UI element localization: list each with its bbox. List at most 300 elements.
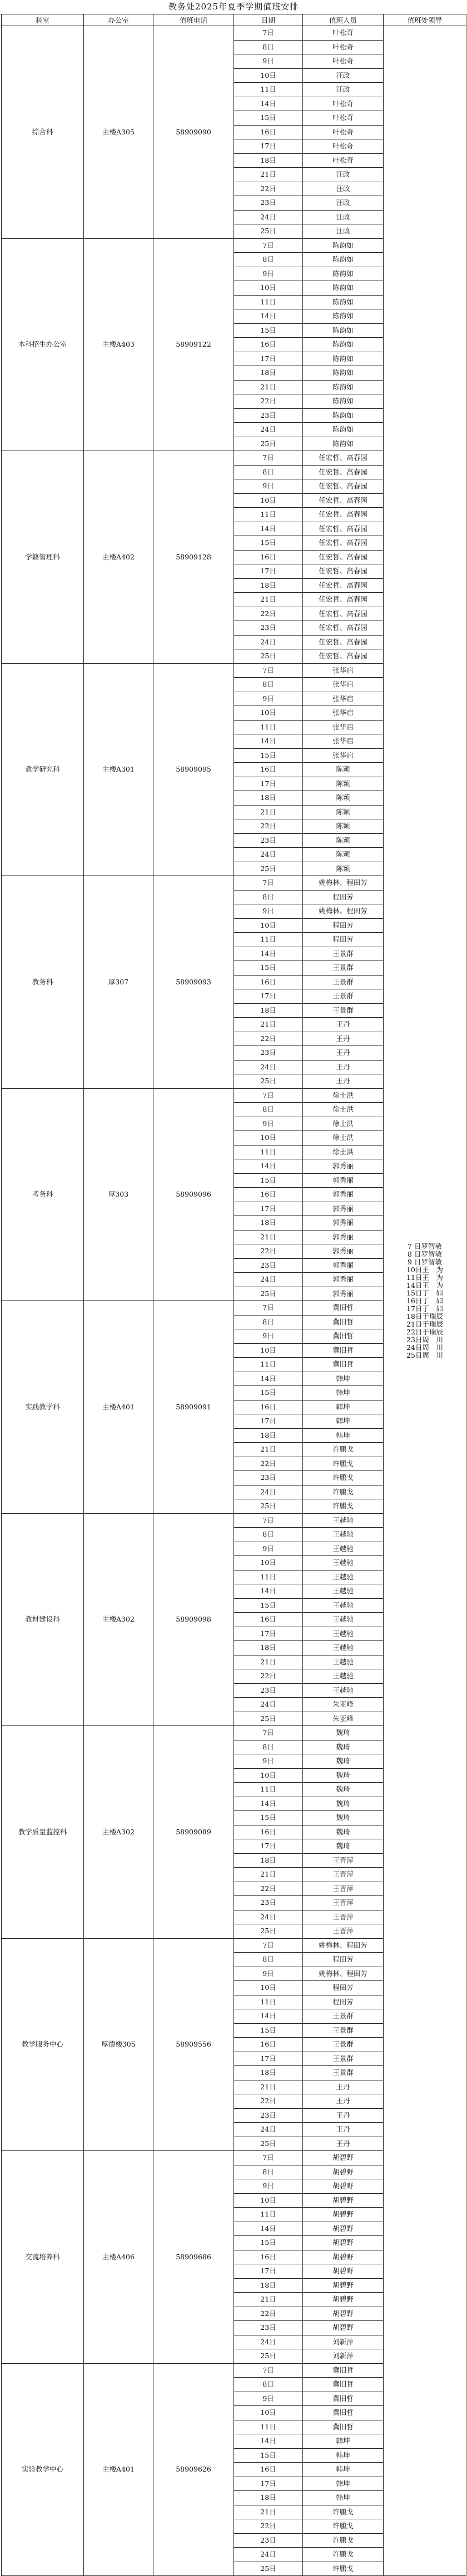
duty-date: 15日 — [234, 1386, 303, 1400]
duty-date: 25日 — [234, 1287, 303, 1301]
leader-entry: 7 日罗智敏 — [408, 1242, 442, 1251]
duty-staff: 汪政 — [303, 224, 384, 239]
header-department: 科室 — [2, 14, 84, 26]
header-row — [2, 14, 466, 26]
duty-staff: 胡碧野 — [303, 2264, 384, 2279]
duty-date: 23日 — [234, 2533, 303, 2548]
duty-date: 15日 — [234, 2023, 303, 2038]
duty-date: 17日 — [234, 1839, 303, 1854]
duty-date: 23日 — [234, 1896, 303, 1910]
duty-date: 8日 — [234, 465, 303, 479]
duty-date: 22日 — [234, 2307, 303, 2321]
duty-staff: 郭秀丽 — [303, 1188, 384, 1202]
duty-staff: 陈韵如 — [303, 253, 384, 267]
duty-date: 11日 — [234, 508, 303, 522]
duty-date: 22日 — [234, 1244, 303, 1259]
duty-staff: 王丹 — [303, 1074, 384, 1089]
department-name: 教务科 — [2, 876, 84, 1089]
duty-date: 25日 — [234, 2562, 303, 2576]
duty-staff: 王丹 — [303, 2137, 384, 2151]
duty-date: 15日 — [234, 961, 303, 976]
duty-staff: 王越驰 — [303, 1613, 384, 1627]
duty-staff: 程田芳 — [303, 933, 384, 947]
duty-staff: 许鹏戈 — [303, 2548, 384, 2562]
office-room: 厚307 — [84, 876, 153, 1089]
duty-staff: 任宏哲、高春园 — [303, 578, 384, 593]
duty-staff: 郭秀丽 — [303, 1202, 384, 1216]
duty-date: 8日 — [234, 40, 303, 54]
duty-date: 15日 — [234, 1811, 303, 1825]
duty-date: 16日 — [234, 1400, 303, 1414]
duty-staff: 叶松奇 — [303, 40, 384, 54]
duty-date: 17日 — [234, 2264, 303, 2279]
duty-date: 16日 — [234, 1188, 303, 1202]
department-name: 综合科 — [2, 26, 84, 239]
department-name: 实验教学中心 — [2, 2363, 84, 2576]
duty-date: 9日 — [234, 2392, 303, 2406]
duty-date: 18日 — [234, 1853, 303, 1868]
duty-staff: 韩坤 — [303, 1428, 384, 1443]
duty-staff: 徐士洪 — [303, 1131, 384, 1146]
duty-phone: 58909098 — [153, 1513, 234, 1726]
leader-entry: 14日王 为 — [406, 1281, 443, 1289]
duty-staff: 陈韵如 — [303, 338, 384, 352]
duty-date: 24日 — [234, 635, 303, 649]
duty-date: 8日 — [234, 1953, 303, 1967]
duty-date: 14日 — [234, 2222, 303, 2236]
duty-staff: 郭秀丽 — [303, 1287, 384, 1301]
duty-date: 7日 — [234, 1938, 303, 1953]
duty-staff: 陈韵如 — [303, 267, 384, 281]
duty-date: 24日 — [234, 1060, 303, 1074]
duty-staff: 陈颖 — [303, 763, 384, 777]
duty-phone: 58909090 — [153, 26, 234, 239]
leader-entry: 25日周 川 — [406, 1350, 443, 1359]
duty-date: 21日 — [234, 380, 303, 394]
table-row — [2, 26, 466, 41]
duty-staff: 郭秀丽 — [303, 1230, 384, 1244]
duty-date: 10日 — [234, 1768, 303, 1783]
duty-date: 18日 — [234, 1216, 303, 1231]
duty-staff: 郭秀丽 — [303, 1216, 384, 1231]
duty-date: 22日 — [234, 819, 303, 834]
duty-phone: 58909122 — [153, 238, 234, 451]
department-name: 交流培养科 — [2, 2151, 84, 2364]
duty-staff: 韩坤 — [303, 2448, 384, 2463]
duty-staff: 姚梅林、程田芳 — [303, 876, 384, 891]
duty-staff: 陈韵如 — [303, 380, 384, 394]
duty-staff: 冀旧哲 — [303, 1301, 384, 1315]
duty-staff: 韩坤 — [303, 2477, 384, 2491]
duty-date: 22日 — [234, 182, 303, 196]
duty-date: 18日 — [234, 791, 303, 806]
duty-staff: 王晋萍 — [303, 1910, 384, 1924]
duty-date: 25日 — [234, 437, 303, 451]
duty-date: 9日 — [234, 904, 303, 919]
duty-date: 10日 — [234, 68, 303, 83]
duty-staff: 任宏哲、高春园 — [303, 550, 384, 564]
duty-staff: 徐士洪 — [303, 1145, 384, 1159]
duty-date: 15日 — [234, 1173, 303, 1188]
duty-staff: 许鹏戈 — [303, 2505, 384, 2519]
duty-phone: 58909556 — [153, 1938, 234, 2151]
duty-staff: 程田芳 — [303, 1953, 384, 1967]
duty-staff: 郭秀丽 — [303, 1173, 384, 1188]
duty-staff: 陈韵如 — [303, 423, 384, 437]
leader-entry: 23日周 川 — [406, 1335, 443, 1344]
duty-date: 15日 — [234, 2236, 303, 2250]
duty-date: 7日 — [234, 876, 303, 891]
duty-date: 22日 — [234, 2094, 303, 2109]
duty-date: 21日 — [234, 1230, 303, 1244]
duty-date: 24日 — [234, 1698, 303, 1712]
leader-entry: 22日于瑞辰 — [406, 1327, 443, 1336]
duty-date: 7日 — [234, 663, 303, 678]
duty-date: 25日 — [234, 1924, 303, 1939]
duty-staff: 徐士洪 — [303, 1088, 384, 1103]
duty-staff: 任宏哲、高春园 — [303, 621, 384, 636]
duty-staff: 陈韵如 — [303, 295, 384, 309]
duty-date: 9日 — [234, 1967, 303, 1981]
duty-staff: 张华启 — [303, 678, 384, 692]
duty-date: 18日 — [234, 2278, 303, 2293]
duty-staff: 徐士洪 — [303, 1117, 384, 1131]
duty-staff: 王越驰 — [303, 1584, 384, 1599]
duty-staff: 程田芳 — [303, 918, 384, 933]
duty-staff: 冀旧哲 — [303, 2363, 384, 2378]
duty-date: 23日 — [234, 408, 303, 423]
duty-phone: 58909089 — [153, 1726, 234, 1939]
duty-date: 25日 — [234, 224, 303, 239]
office-room: 主楼A302 — [84, 1726, 153, 1939]
duty-date: 11日 — [234, 1570, 303, 1584]
duty-staff: 王景群 — [303, 2052, 384, 2066]
duty-date: 9日 — [234, 54, 303, 69]
duty-date: 7日 — [234, 2363, 303, 2378]
duty-date: 7日 — [234, 238, 303, 253]
duty-date: 10日 — [234, 1343, 303, 1358]
duty-date: 21日 — [234, 168, 303, 182]
duty-date: 25日 — [234, 1712, 303, 1726]
duty-date: 17日 — [234, 139, 303, 154]
office-room: 主楼A401 — [84, 1301, 153, 1514]
duty-staff: 王景群 — [303, 2023, 384, 2038]
duty-date: 24日 — [234, 423, 303, 437]
duty-staff: 王越驰 — [303, 1598, 384, 1613]
header-staff: 值班人员 — [303, 14, 384, 26]
duty-staff: 汪政 — [303, 210, 384, 224]
duty-staff: 王越驰 — [303, 1528, 384, 1542]
leader-entry: 11日王 为 — [406, 1273, 443, 1282]
duty-date: 22日 — [234, 394, 303, 409]
duty-staff: 王景群 — [303, 975, 384, 989]
office-room: 主楼A406 — [84, 2151, 153, 2364]
duty-staff: 朱亚峰 — [303, 1698, 384, 1712]
duty-staff: 胡碧野 — [303, 2208, 384, 2222]
duty-date: 18日 — [234, 578, 303, 593]
duty-date: 11日 — [234, 83, 303, 97]
duty-staff: 任宏哲、高春园 — [303, 607, 384, 621]
duty-staff: 陈韵如 — [303, 309, 384, 324]
duty-date: 21日 — [234, 2505, 303, 2519]
duty-staff: 陈颖 — [303, 777, 384, 791]
duty-staff: 张华启 — [303, 692, 384, 706]
duty-date: 11日 — [234, 1995, 303, 2009]
duty-date: 7日 — [234, 1301, 303, 1315]
duty-staff: 王丹 — [303, 2094, 384, 2109]
duty-staff: 汪政 — [303, 182, 384, 196]
duty-staff: 韩坤 — [303, 2491, 384, 2505]
duty-date: 15日 — [234, 536, 303, 551]
duty-date: 24日 — [234, 1910, 303, 1924]
duty-staff: 张华启 — [303, 748, 384, 763]
duty-date: 16日 — [234, 1613, 303, 1627]
duty-date: 14日 — [234, 1797, 303, 1811]
duty-date: 8日 — [234, 1315, 303, 1329]
duty-staff: 冀旧哲 — [303, 1343, 384, 1358]
duty-staff: 叶松奇 — [303, 54, 384, 69]
duty-date: 17日 — [234, 2477, 303, 2491]
duty-staff: 陈韵如 — [303, 394, 384, 409]
duty-date: 25日 — [234, 862, 303, 876]
duty-date: 14日 — [234, 97, 303, 111]
duty-date: 14日 — [234, 309, 303, 324]
duty-date: 18日 — [234, 2491, 303, 2505]
duty-schedule-table — [1, 14, 466, 2576]
duty-date: 9日 — [234, 1754, 303, 1769]
duty-date: 23日 — [234, 1471, 303, 1485]
duty-staff: 郭秀丽 — [303, 1244, 384, 1259]
duty-staff: 魏琦 — [303, 1811, 384, 1825]
duty-staff: 叶松奇 — [303, 111, 384, 126]
duty-phone: 58909095 — [153, 663, 234, 876]
duty-date: 15日 — [234, 1598, 303, 1613]
duty-staff: 胡碧野 — [303, 2307, 384, 2321]
duty-date: 16日 — [234, 2250, 303, 2264]
office-room: 主楼A403 — [84, 238, 153, 451]
duty-date: 15日 — [234, 323, 303, 338]
duty-date: 17日 — [234, 777, 303, 791]
duty-date: 16日 — [234, 1825, 303, 1839]
duty-date: 16日 — [234, 2038, 303, 2052]
duty-staff: 韩坤 — [303, 1372, 384, 1386]
office-room: 主楼A301 — [84, 663, 153, 876]
duty-staff: 刘新萍 — [303, 2335, 384, 2349]
duty-date: 7日 — [234, 1513, 303, 1528]
leader-entry: 18日于瑞辰 — [406, 1312, 443, 1320]
duty-staff: 王越驰 — [303, 1683, 384, 1698]
duty-date: 17日 — [234, 1414, 303, 1429]
duty-staff: 王景群 — [303, 989, 384, 1004]
duty-date: 11日 — [234, 1145, 303, 1159]
duty-staff: 陈韵如 — [303, 238, 384, 253]
duty-staff: 任宏哲、高春园 — [303, 479, 384, 494]
duty-staff: 胡碧野 — [303, 2250, 384, 2264]
duty-staff: 任宏哲、高春园 — [303, 635, 384, 649]
duty-staff: 冀旧哲 — [303, 1358, 384, 1372]
office-room: 厚303 — [84, 1088, 153, 1301]
duty-staff: 冀旧哲 — [303, 1315, 384, 1329]
duty-staff: 魏琦 — [303, 1825, 384, 1839]
duty-date: 21日 — [234, 1655, 303, 1669]
duty-staff: 任宏哲、高春园 — [303, 451, 384, 466]
duty-date: 7日 — [234, 1726, 303, 1740]
duty-date: 23日 — [234, 1046, 303, 1061]
leader-entry: 10日王 为 — [406, 1265, 443, 1274]
duty-date: 11日 — [234, 720, 303, 734]
duty-date: 22日 — [234, 1669, 303, 1684]
leader-entry: 16日丁 如 — [406, 1296, 443, 1305]
duty-date: 8日 — [234, 678, 303, 692]
duty-date: 8日 — [234, 253, 303, 267]
leader-entry: 24日周 川 — [406, 1343, 443, 1352]
duty-staff: 魏琦 — [303, 1797, 384, 1811]
department-name: 学籍管理科 — [2, 451, 84, 664]
leader-column — [384, 26, 466, 2576]
duty-date: 14日 — [234, 947, 303, 961]
duty-date: 25日 — [234, 1074, 303, 1089]
duty-staff: 陈颖 — [303, 862, 384, 876]
duty-staff: 许鹏戈 — [303, 2519, 384, 2534]
duty-date: 16日 — [234, 975, 303, 989]
department-name: 教学研究科 — [2, 663, 84, 876]
duty-date: 10日 — [234, 1131, 303, 1146]
duty-phone: 58909091 — [153, 1301, 234, 1514]
duty-staff: 叶松奇 — [303, 153, 384, 168]
duty-date: 14日 — [234, 2434, 303, 2449]
office-room: 主楼A401 — [84, 2363, 153, 2576]
duty-date: 7日 — [234, 451, 303, 466]
office-room: 主楼A302 — [84, 1513, 153, 1726]
duty-staff: 王越驰 — [303, 1655, 384, 1669]
duty-staff: 汪政 — [303, 68, 384, 83]
duty-staff: 许鹏戈 — [303, 1457, 384, 1471]
duty-staff: 王丹 — [303, 2108, 384, 2123]
duty-date: 10日 — [234, 918, 303, 933]
leader-entry: 21日于瑞辰 — [406, 1319, 443, 1328]
duty-phone: 58909626 — [153, 2363, 234, 2576]
duty-staff: 王丹 — [303, 1018, 384, 1032]
duty-staff: 王丹 — [303, 1032, 384, 1046]
duty-staff: 韩坤 — [303, 1414, 384, 1429]
duty-date: 10日 — [234, 706, 303, 721]
duty-date: 23日 — [234, 2108, 303, 2123]
duty-staff: 陈韵如 — [303, 323, 384, 338]
duty-staff: 汪政 — [303, 168, 384, 182]
duty-date: 18日 — [234, 153, 303, 168]
duty-staff: 程田芳 — [303, 1981, 384, 1995]
duty-staff: 任宏哲、高春园 — [303, 593, 384, 607]
duty-staff: 王晋萍 — [303, 1882, 384, 1896]
duty-date: 16日 — [234, 763, 303, 777]
duty-staff: 许鹏戈 — [303, 2562, 384, 2576]
duty-date: 11日 — [234, 1358, 303, 1372]
duty-date: 22日 — [234, 1457, 303, 1471]
duty-staff: 任宏哲、高春园 — [303, 522, 384, 536]
duty-date: 22日 — [234, 1882, 303, 1896]
duty-date: 11日 — [234, 2208, 303, 2222]
duty-date: 23日 — [234, 833, 303, 848]
duty-staff: 王越驰 — [303, 1542, 384, 1556]
duty-date: 14日 — [234, 1159, 303, 1174]
duty-date: 17日 — [234, 1202, 303, 1216]
duty-staff: 王丹 — [303, 2123, 384, 2137]
duty-date: 10日 — [234, 1981, 303, 1995]
duty-date: 21日 — [234, 593, 303, 607]
duty-date: 17日 — [234, 2052, 303, 2066]
duty-date: 8日 — [234, 2165, 303, 2179]
duty-staff: 王越驰 — [303, 1556, 384, 1570]
duty-staff: 王景群 — [303, 2066, 384, 2080]
duty-phone: 58909128 — [153, 451, 234, 664]
duty-staff: 胡碧野 — [303, 2165, 384, 2179]
duty-staff: 王丹 — [303, 2080, 384, 2094]
duty-staff: 王越驰 — [303, 1627, 384, 1641]
duty-staff: 冀旧哲 — [303, 2378, 384, 2392]
duty-staff: 朱亚峰 — [303, 1712, 384, 1726]
duty-date: 16日 — [234, 338, 303, 352]
duty-staff: 陈颖 — [303, 833, 384, 848]
duty-staff: 冀旧哲 — [303, 2406, 384, 2420]
duty-staff: 郭秀丽 — [303, 1273, 384, 1287]
duty-staff: 任宏哲、高春园 — [303, 508, 384, 522]
duty-date: 21日 — [234, 2080, 303, 2094]
duty-staff: 王景群 — [303, 2009, 384, 2024]
duty-staff: 王晋萍 — [303, 1868, 384, 1882]
duty-date: 23日 — [234, 621, 303, 636]
department-name: 本科招生办公室 — [2, 238, 84, 451]
header-phone: 值班电话 — [153, 14, 234, 26]
duty-staff: 王越驰 — [303, 1669, 384, 1684]
duty-date: 25日 — [234, 2349, 303, 2364]
duty-date: 24日 — [234, 1273, 303, 1287]
duty-date: 18日 — [234, 1428, 303, 1443]
duty-date: 15日 — [234, 748, 303, 763]
duty-date: 23日 — [234, 1683, 303, 1698]
duty-date: 7日 — [234, 26, 303, 41]
duty-staff: 魏琦 — [303, 1768, 384, 1783]
duty-staff: 王景群 — [303, 2038, 384, 2052]
duty-date: 22日 — [234, 2519, 303, 2534]
duty-staff: 胡碧野 — [303, 2179, 384, 2194]
department-name: 考务科 — [2, 1088, 84, 1301]
duty-staff: 韩坤 — [303, 1386, 384, 1400]
duty-staff: 叶松奇 — [303, 139, 384, 154]
duty-staff: 王越驰 — [303, 1513, 384, 1528]
duty-date: 22日 — [234, 607, 303, 621]
duty-date: 8日 — [234, 1528, 303, 1542]
duty-date: 18日 — [234, 1003, 303, 1018]
duty-staff: 陈韵如 — [303, 366, 384, 381]
duty-date: 18日 — [234, 2066, 303, 2080]
duty-date: 17日 — [234, 564, 303, 579]
duty-date: 24日 — [234, 210, 303, 224]
duty-date: 24日 — [234, 1485, 303, 1499]
duty-staff: 王晋萍 — [303, 1896, 384, 1910]
duty-staff: 任宏哲、高春园 — [303, 493, 384, 508]
duty-staff: 冀旧哲 — [303, 2392, 384, 2406]
duty-staff: 胡碧野 — [303, 2293, 384, 2307]
duty-staff: 王景群 — [303, 947, 384, 961]
duty-date: 24日 — [234, 848, 303, 862]
duty-date: 14日 — [234, 1584, 303, 1599]
duty-date: 15日 — [234, 111, 303, 126]
duty-date: 23日 — [234, 196, 303, 211]
duty-staff: 程田芳 — [303, 1995, 384, 2009]
duty-staff: 许鹏戈 — [303, 1499, 384, 1514]
duty-date: 14日 — [234, 2009, 303, 2024]
duty-date: 9日 — [234, 692, 303, 706]
